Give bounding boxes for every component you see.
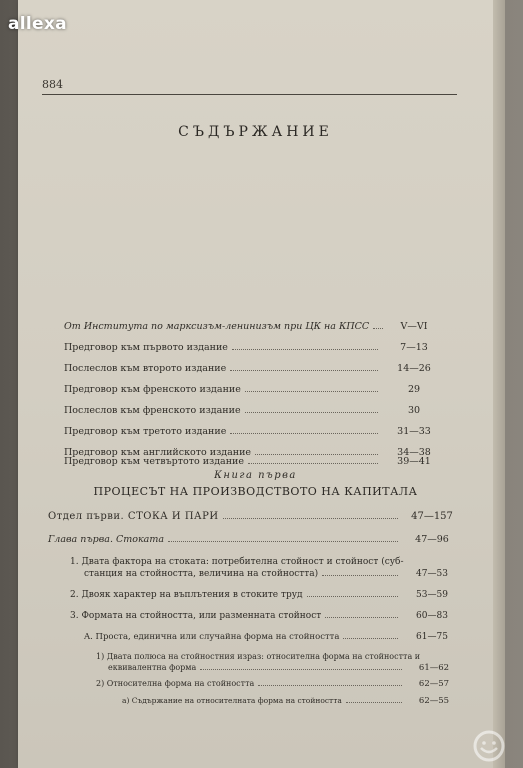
toc-entry [64, 342, 382, 353]
toc-entry-pages: 31—33 [397, 426, 431, 437]
toc-entry-text: Послеслов към второто издание [64, 363, 227, 374]
toc-item-text: 2) Относителна форма на стойността [96, 679, 255, 688]
book-label: Книга първа [214, 470, 297, 481]
toc-item-text: 1) Двата полюса на стойностния израз: относителна форма на стойността и [96, 652, 421, 661]
page-edge [493, 0, 505, 768]
brand-watermark: allexa [8, 14, 67, 34]
toc-entry-text: Послеслов към френското издание [64, 405, 241, 416]
toc-entry-text: От Института по марксизъм-ленинизъм при ЦК на КПСС [64, 321, 370, 332]
chapter-entry [48, 534, 402, 545]
toc-entry-text: Предговор към четвъртото издание [64, 456, 245, 467]
toc-entry-pages: 29 [407, 384, 421, 395]
toc-item-text: 1. Двата фактора на стоката: потребителна стойност и стойност (суб- [70, 557, 404, 567]
chapter-text: Глава първа. Стоката [48, 534, 164, 545]
toc-entry-pages: V—VI [400, 321, 428, 332]
bazar-logo [459, 724, 519, 764]
leader-dots [373, 327, 383, 329]
leader-dots [307, 595, 398, 597]
leader-dots [343, 637, 398, 639]
leader-dots [325, 616, 398, 618]
toc-entry [64, 405, 382, 416]
leader-dots [258, 684, 402, 686]
leader-dots [223, 517, 398, 519]
leader-dots [255, 453, 378, 455]
toc-item-pages: 61—62 [418, 663, 450, 673]
toc-entry [64, 363, 382, 374]
section-text: Отдел първи. СТОКА И ПАРИ [48, 511, 219, 522]
toc-entry-fourth-edition [64, 456, 382, 467]
toc-entry-pages: 30 [407, 405, 421, 416]
chapter-pages: 47—96 [415, 534, 449, 545]
toc-entry-text: Предговор към английското издание [64, 447, 252, 458]
page-header [42, 78, 457, 95]
toc-entry [64, 426, 382, 437]
page-title: СЪДЪРЖАНИЕ [178, 124, 333, 140]
leader-dots [200, 668, 402, 670]
toc-item-text-2: станция на стойността, величина на стойността) [84, 569, 319, 579]
leader-dots [346, 701, 402, 703]
toc-entry-pages: 7—13 [400, 342, 428, 353]
leader-dots [168, 540, 398, 542]
toc-item-pages: 47—53 [416, 569, 448, 579]
leader-dots [322, 574, 398, 576]
toc-entry-text: Предговор към първото издание [64, 342, 228, 353]
toc-item-text: 2. Двояк характер на въплътения в стоките труд [70, 590, 303, 600]
toc-entry-pages: 39—41 [397, 456, 431, 467]
toc-entry-text: Предговор към френското издание [64, 384, 241, 395]
toc-item-pages: 62—55 [418, 696, 450, 706]
toc-entry [64, 321, 382, 332]
toc-item-pages: 62—57 [418, 679, 450, 689]
toc-item-text: 3. Формата на стойността, или разменната стойност [70, 611, 322, 621]
toc-item-text: a) Съдържание на относителната форма на стойността [122, 696, 342, 705]
toc-item [122, 696, 406, 705]
toc-item [70, 557, 440, 567]
toc-item-text-2: еквивалентна форма [108, 663, 197, 672]
toc-item [70, 611, 402, 621]
toc-item-pages: 61—75 [416, 632, 448, 642]
leader-dots [230, 369, 378, 371]
toc-item [70, 590, 402, 600]
page-number: 884 [42, 78, 63, 91]
leader-dots [248, 462, 378, 464]
toc-item-continuation [108, 663, 406, 672]
section-entry [48, 511, 402, 522]
toc-item-continuation [84, 569, 402, 579]
leader-dots [245, 411, 378, 413]
toc-item [84, 632, 402, 642]
toc-entry-text: Предговор към третото издание [64, 426, 227, 437]
toc-item-pages: 60—83 [416, 611, 448, 621]
toc-item [96, 652, 456, 661]
leader-dots [232, 348, 378, 350]
toc-item-pages: 53—59 [416, 590, 448, 600]
book-title: ПРОЦЕСЪТ НА ПРОИЗВОДСТВОТО НА КАПИТАЛА [93, 485, 418, 498]
leader-dots [230, 432, 378, 434]
leader-dots [245, 390, 378, 392]
toc-entry-pages: 34—38 [397, 447, 431, 458]
section-pages: 47—157 [411, 511, 453, 522]
toc-entry-pages: 14—26 [397, 363, 431, 374]
toc-item-text: A. Проста, единична или случайна форма на стойността [84, 632, 340, 642]
toc-item [96, 679, 406, 688]
toc-entry [64, 384, 382, 395]
